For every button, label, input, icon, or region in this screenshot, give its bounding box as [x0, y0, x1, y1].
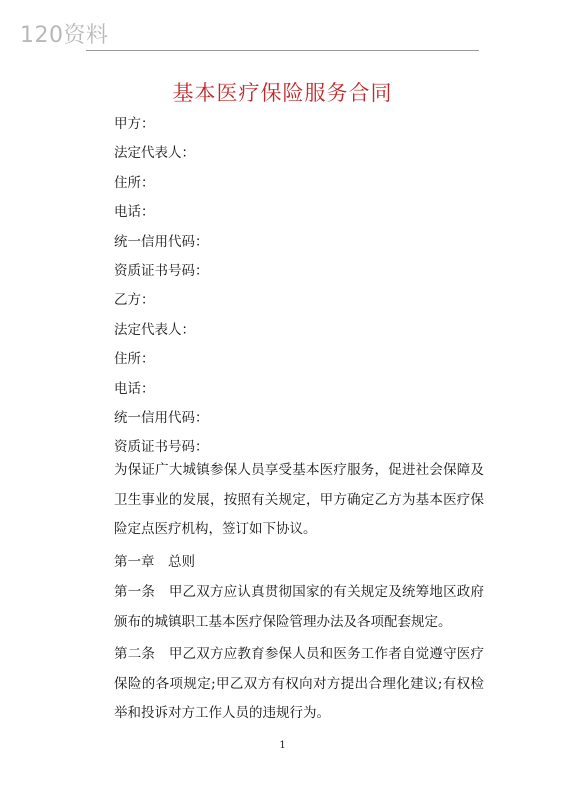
party-a-address: 住所： [114, 174, 155, 191]
chapter-heading: 第一章 总则 [114, 554, 195, 570]
article-2: 第二条 甲乙双方应教育参保人员和医务工作者自觉遵守医疗保险的各项规定;甲乙双方有权向对方提出合理化建议;有权检举和投诉对方工作人员的违规行为。 [114, 646, 484, 721]
page-number: 1 [279, 740, 286, 751]
party-a-phone: 电话： [114, 204, 155, 221]
party-b-legal-rep: 法定代表人： [114, 321, 195, 338]
party-b-certificate-no: 资质证书号码： [114, 439, 209, 456]
party-b-phone: 电话： [114, 380, 155, 397]
party-b-credit-code: 统一信用代码： [114, 409, 209, 426]
watermark: 120资料 [20, 23, 109, 48]
party-a-certificate-no: 资质证书号码： [114, 262, 209, 279]
intro-paragraph: 为保证广大城镇参保人员享受基本医疗服务，促进社会保障及卫生事业的发展，按照有关规定，甲方确定乙方为基本医疗保险定点医疗机构，签订如下协议。 [114, 462, 484, 537]
party-a-credit-code: 统一信用代码： [114, 233, 209, 250]
party-b-address: 住所： [114, 351, 155, 368]
party-a-label: 甲方： [114, 116, 155, 132]
header-rule [86, 50, 479, 51]
document-title: 基本医疗保险服务合同 [172, 81, 393, 105]
article-1: 第一条 甲乙双方应认真贯彻国家的有关规定及统筹地区政府颁布的城镇职工基本医疗保险管理办法及各项配套规定。 [114, 584, 484, 630]
party-a-legal-rep: 法定代表人： [114, 145, 195, 162]
party-fields [114, 110, 209, 463]
party-b-label: 乙方： [114, 292, 155, 309]
